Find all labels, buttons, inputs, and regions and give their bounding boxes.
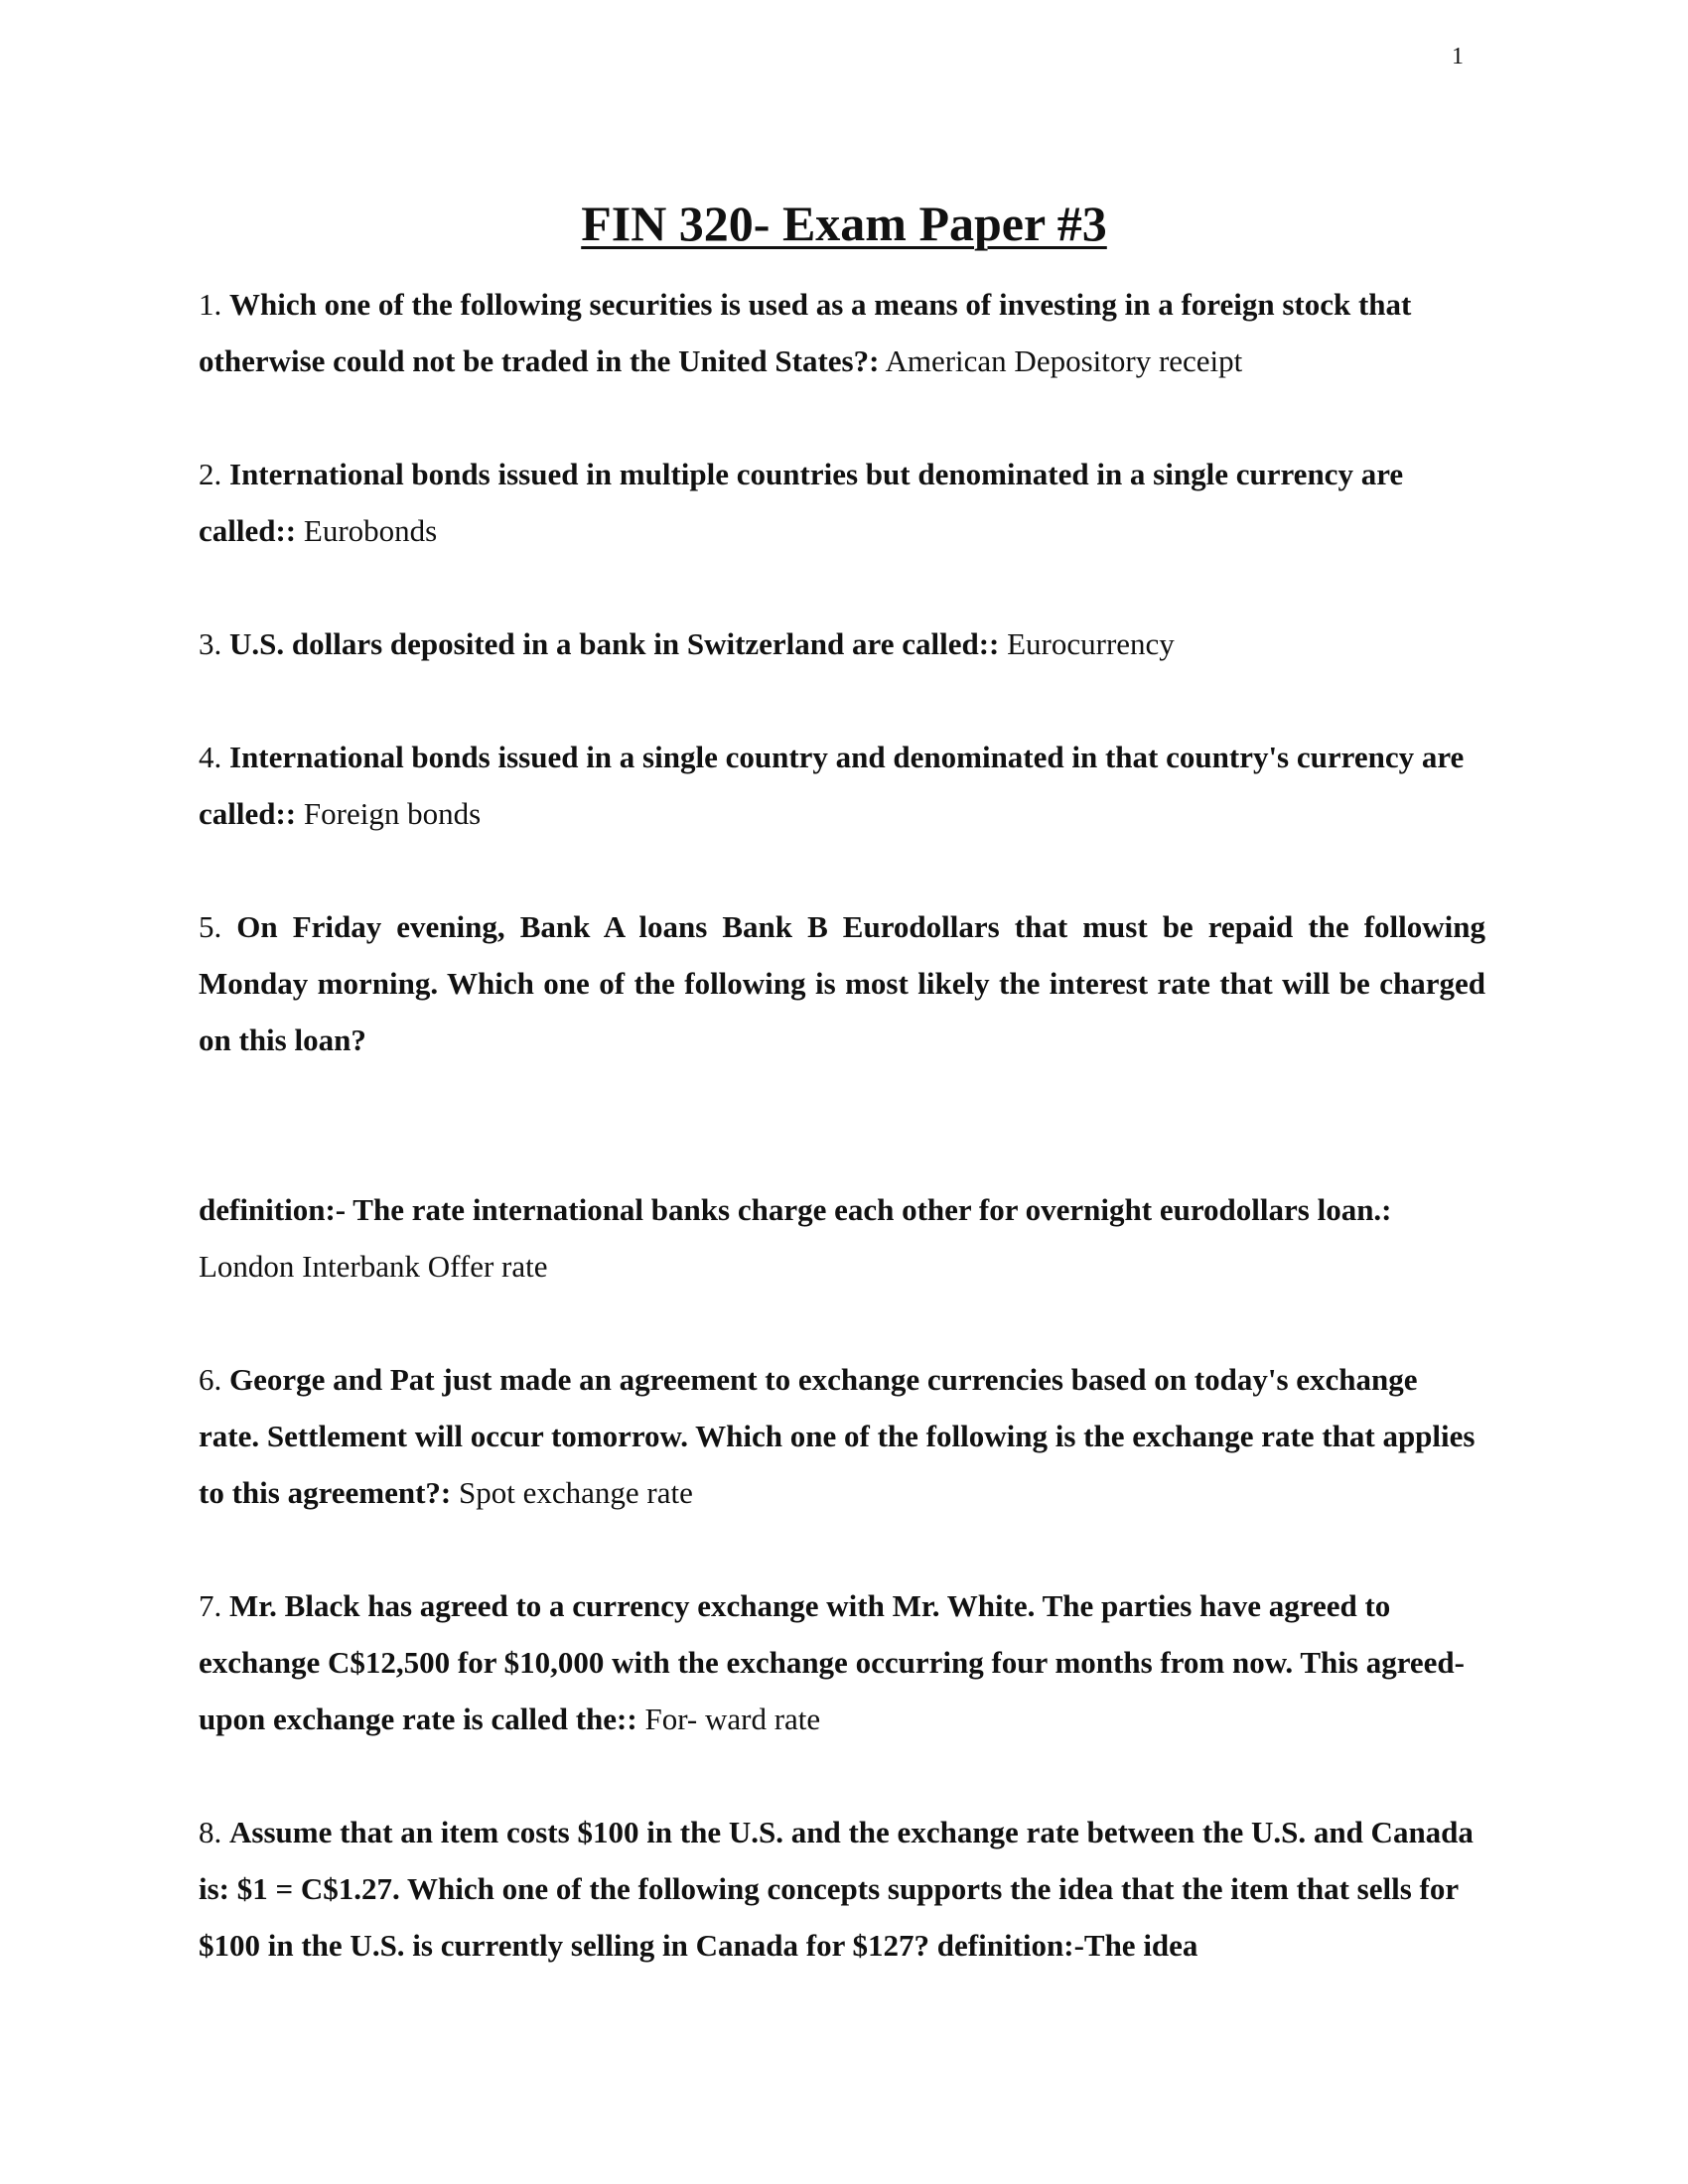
question-6 <box>199 1351 1485 1521</box>
question-number: 1. <box>199 287 222 322</box>
spacer <box>199 1125 1485 1181</box>
question-number: 4. <box>199 740 222 774</box>
question-number: 2. <box>199 457 222 491</box>
question-text: International bonds issued in a single country and denominated in that country's currency are called:: <box>199 740 1465 831</box>
answer-text: Eurobonds <box>303 513 438 548</box>
spacer <box>199 1068 1485 1125</box>
question-number: 8. <box>199 1815 222 1849</box>
definition-text: definition:- The rate international banks charge each other for overnight eurodollars loan.: <box>199 1192 1392 1227</box>
question-1 <box>199 276 1485 389</box>
question-text: George and Pat just made an agreement to exchange currencies based on today's exchange rate. Settlement will occur tomorrow. Which one of the following is the exchange rate that applies to this agreement?: <box>199 1362 1476 1510</box>
question-text: U.S. dollars deposited in a bank in Switzerland are called:: <box>229 626 1000 661</box>
answer-text: American Depository receipt <box>885 343 1243 378</box>
answer-text: London Interbank Offer rate <box>199 1249 548 1284</box>
question-4 <box>199 729 1485 842</box>
question-8 <box>199 1804 1485 1974</box>
question-text: Which one of the following securities is used as a means of investing in a foreign stock that otherwise could not be traded in the United States?: <box>199 287 1412 378</box>
question-text: Assume that an item costs $100 in the U.S. and the exchange rate between the U.S. and Canada is: $1 = C$1.27. Which one of the following concepts supports the idea that the item that sells for $100 in the U.S. is currently selling in Canada for $127? definition:-The idea <box>199 1815 1474 1963</box>
definition-5 <box>199 1181 1485 1295</box>
answer-text: Spot exchange rate <box>459 1475 693 1510</box>
question-number: 5. <box>199 909 222 944</box>
question-number: 6. <box>199 1362 222 1397</box>
answer-text: Foreign bonds <box>303 796 482 831</box>
question-3 <box>199 615 1485 672</box>
answer-text: Eurocurrency <box>1007 626 1175 661</box>
question-5 <box>199 898 1485 1068</box>
page-title: FIN 320- Exam Paper #3 <box>581 196 1107 251</box>
question-number: 7. <box>199 1588 222 1623</box>
question-2 <box>199 446 1485 559</box>
question-text: On Friday evening, Bank A loans Bank B Eurodollars that must be repaid the following Monday morning. Which one of the following is most likely the interest rate that will be charged on this loan? <box>199 909 1485 1057</box>
question-list <box>199 276 1485 2030</box>
answer-text: For- ward rate <box>644 1702 821 1736</box>
question-7 <box>199 1577 1485 1747</box>
page-number: 1 <box>1452 44 1464 69</box>
question-text: International bonds issued in multiple countries but denominated in a single currency are called:: <box>199 457 1404 548</box>
question-text: Mr. Black has agreed to a currency exchange with Mr. White. The parties have agreed to exchange C$12,500 for $10,000 with the exchange occurring four months from now. This agreed-upon exchange rate is called the:: <box>199 1588 1465 1736</box>
question-number: 3. <box>199 626 222 661</box>
